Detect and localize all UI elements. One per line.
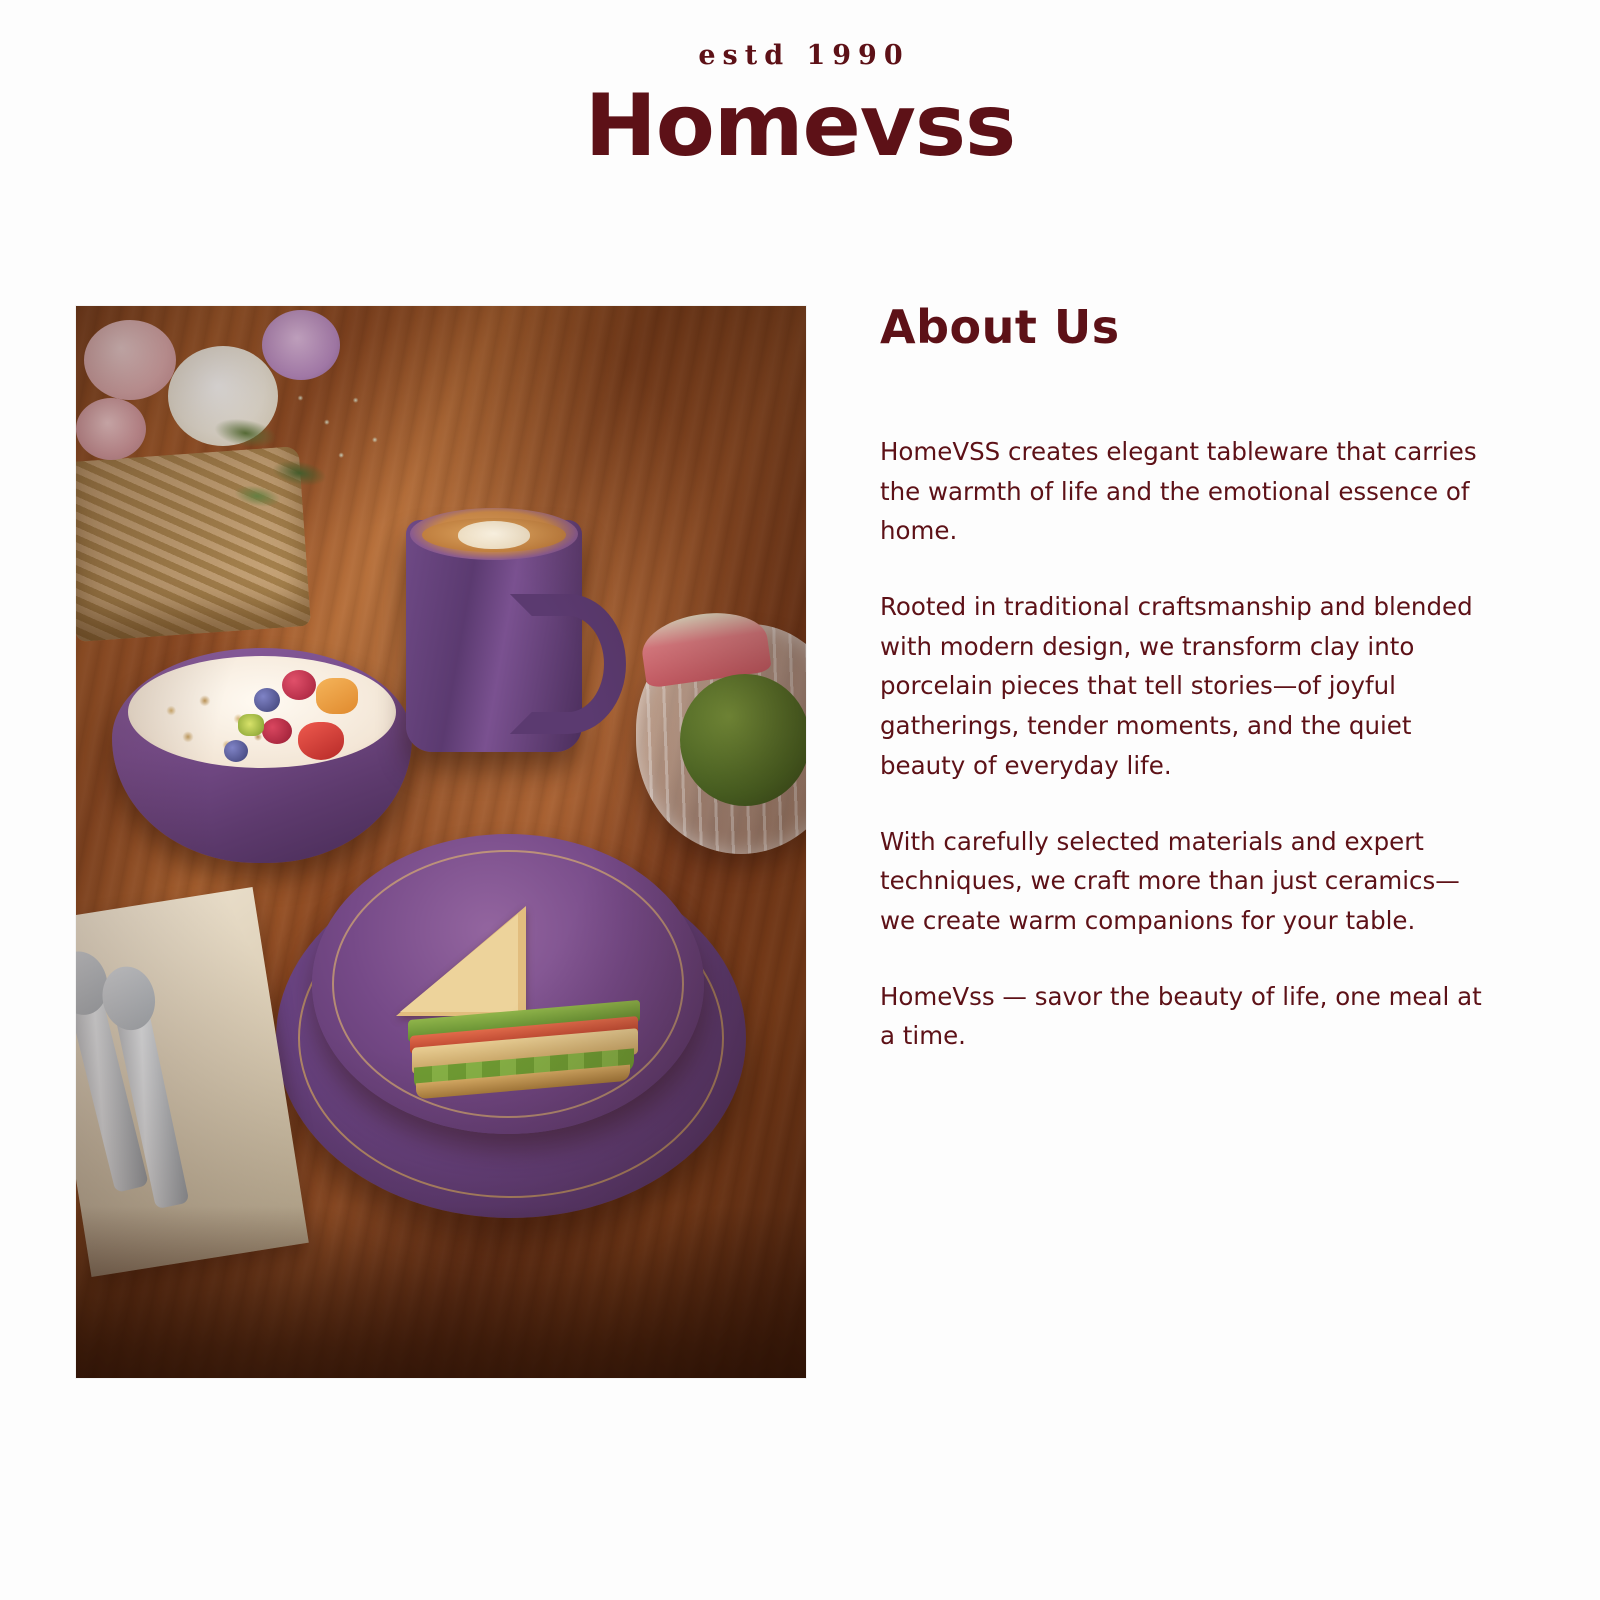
about-paragraph-2: Rooted in traditional craftsmanship and blended with modern design, we transform clay into porcelain pieces that tell stories—of joyful gatherings, tender moments, and the quiet beauty of everyday life. — [880, 592, 1473, 780]
tableware-lifestyle-photo — [76, 306, 806, 1378]
brand-established-text: estd 1990 — [698, 40, 910, 71]
brand-wordmark: Homevss — [584, 76, 1016, 176]
brand-header — [0, 40, 1600, 176]
page-title: About Us — [880, 300, 1120, 354]
about-us-content — [880, 300, 1500, 1056]
about-paragraph-1: HomeVSS creates elegant tableware that carries the warmth of life and the emotional essence of home. — [880, 437, 1477, 546]
about-paragraph-4: HomeVss — savor the beauty of life, one meal at a time. — [880, 981, 1482, 1051]
photo-vignette — [76, 306, 806, 1378]
about-paragraph-3: With carefully selected materials and expert techniques, we craft more than just ceramics—we create warm companions for your table. — [880, 826, 1460, 935]
